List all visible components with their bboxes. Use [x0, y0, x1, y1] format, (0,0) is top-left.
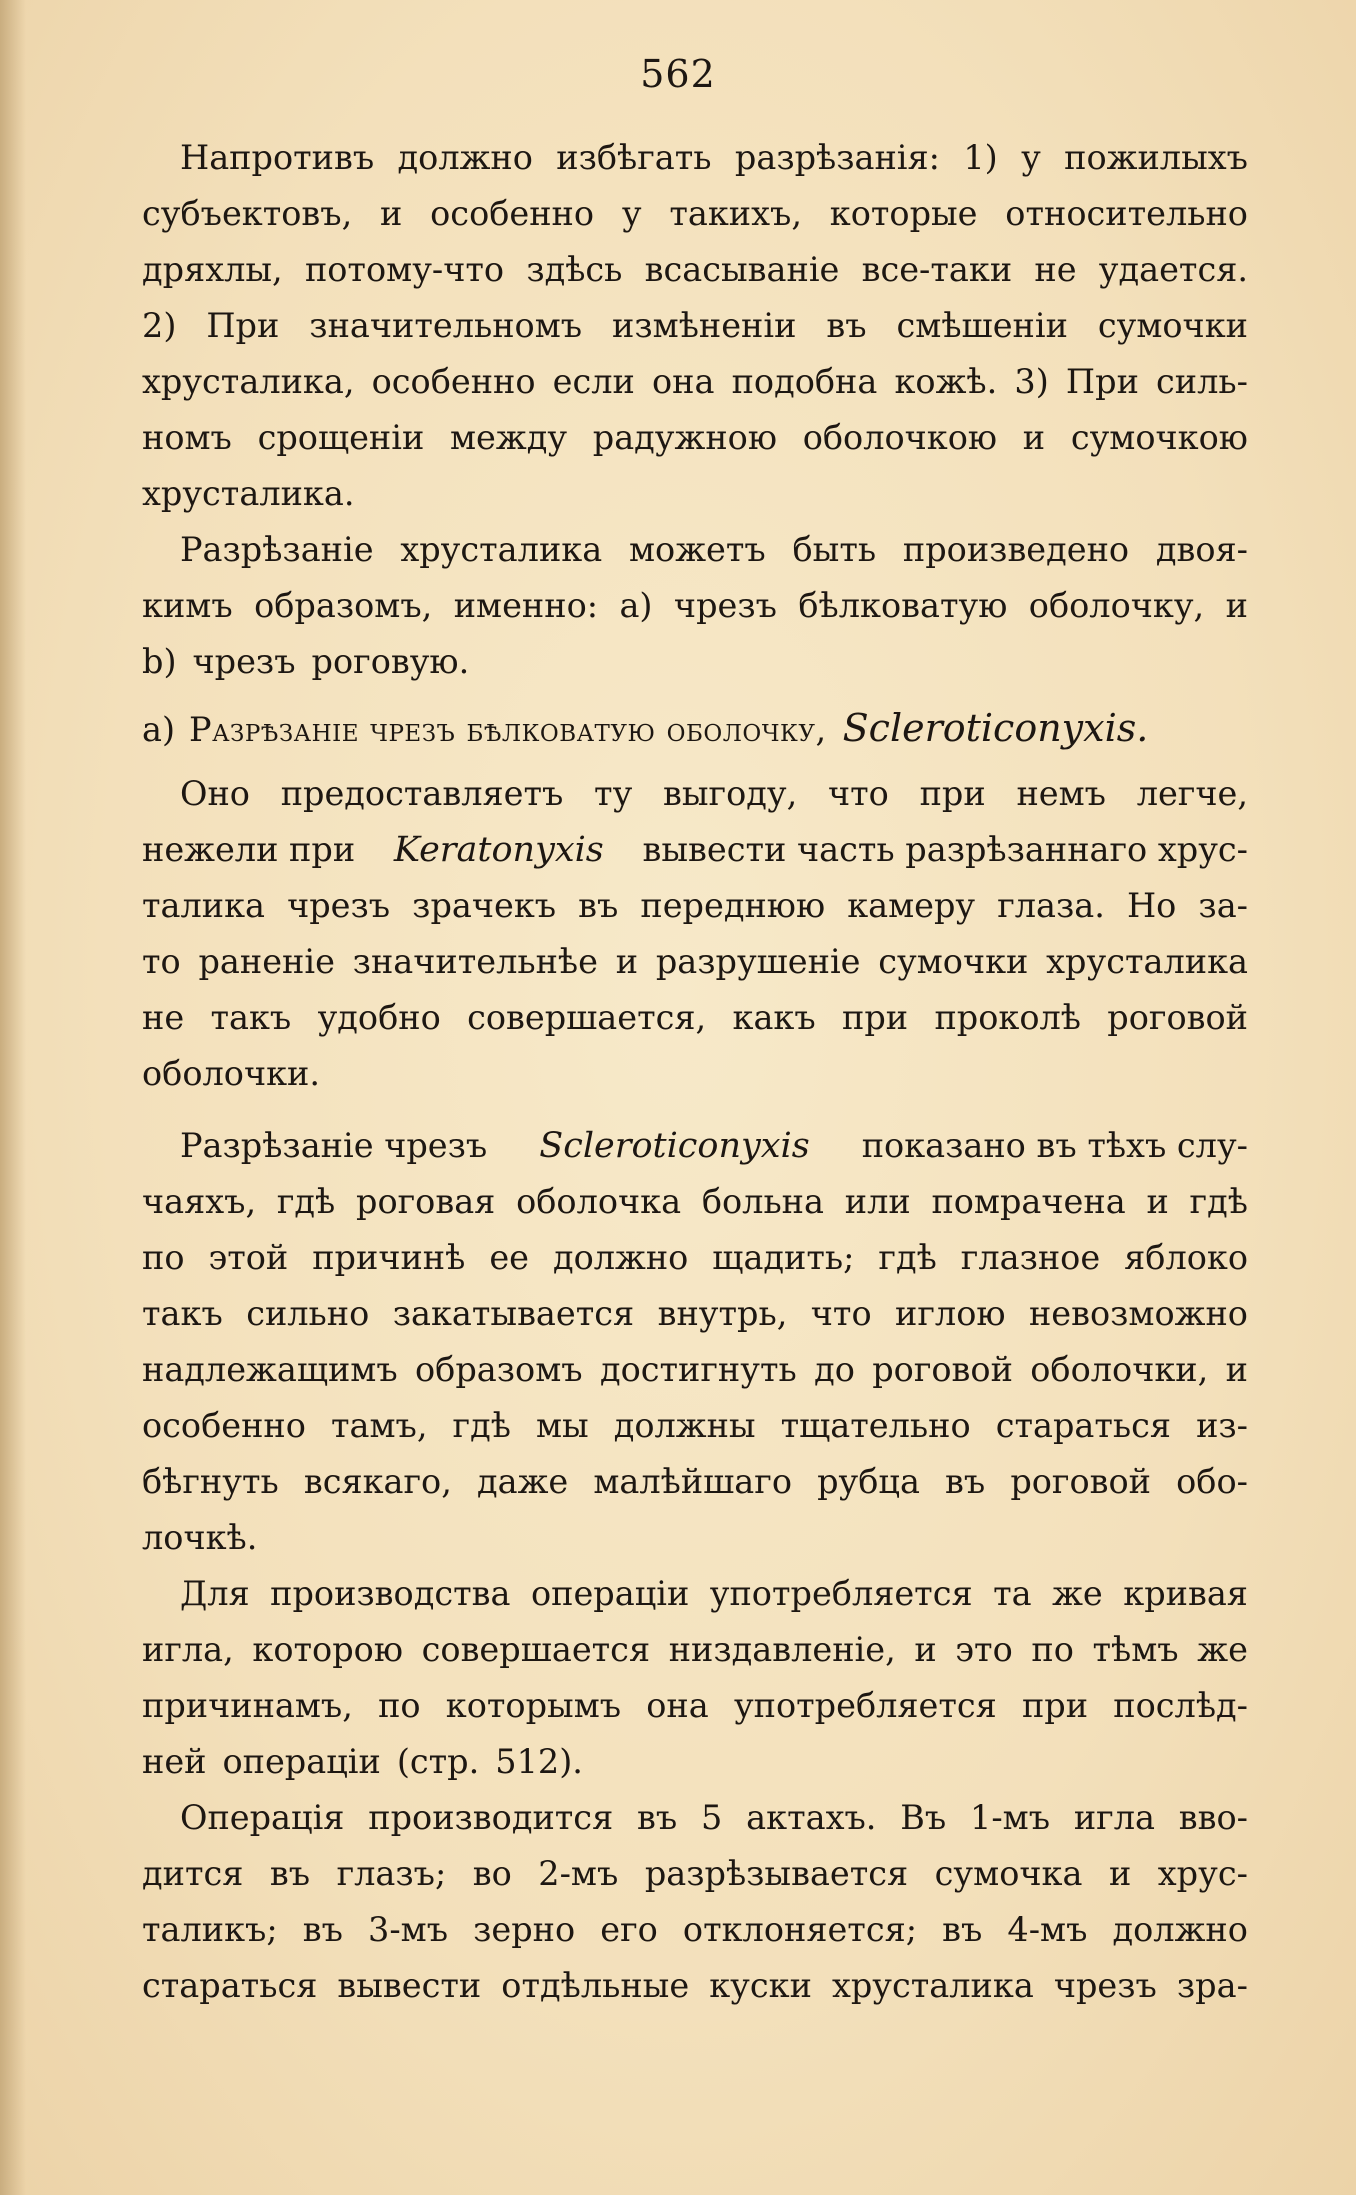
text-line	[142, 186, 1248, 242]
word: при	[1021, 1686, 1089, 1725]
text-line	[142, 242, 1248, 298]
word: отдѣльные	[501, 1966, 690, 2005]
heading-text: Разрѣзаніе чрезъ бѣлковатую оболочку,	[189, 710, 827, 749]
word: низдавленіе,	[668, 1630, 896, 1669]
word: чрезъ	[192, 642, 296, 681]
word: то	[142, 942, 181, 981]
word: что	[828, 774, 889, 813]
word: которымъ	[445, 1686, 622, 1725]
word: во	[472, 1854, 512, 1893]
word: до	[814, 1350, 855, 1389]
word: и	[1225, 1350, 1248, 1389]
word: глазное	[960, 1238, 1101, 1277]
paragraph-gap	[142, 1102, 1248, 1118]
word: это	[955, 1630, 1013, 1669]
word: вво-	[1178, 1798, 1248, 1837]
word: переднюю	[640, 886, 826, 925]
word: роговую.	[311, 642, 470, 681]
text-line	[142, 298, 1248, 354]
word: даже	[476, 1462, 569, 1501]
word: малѣйшаго	[593, 1462, 792, 1501]
word: из-	[1196, 1406, 1248, 1445]
word: та	[993, 1574, 1032, 1613]
text-line	[142, 1790, 1248, 1846]
word: при	[842, 998, 909, 1037]
word: произведено	[902, 530, 1130, 569]
text-line	[142, 1342, 1248, 1398]
word: такихъ,	[669, 194, 802, 233]
text-fragment: показано въ тѣхъ слу-	[861, 1126, 1248, 1165]
word: именно:	[453, 586, 599, 625]
text-line	[142, 1622, 1248, 1678]
text-line	[142, 1118, 1248, 1174]
word: талика	[142, 886, 266, 925]
word: употребляется	[733, 1686, 997, 1725]
word: 1-мъ	[970, 1798, 1051, 1837]
word: пожилыхъ	[1064, 138, 1248, 177]
word: Для	[180, 1574, 250, 1613]
word: бѣлковатую	[798, 586, 1008, 625]
word: раненіе	[198, 942, 335, 981]
word: разрѣзанія:	[734, 138, 940, 177]
word: хрусталика	[1046, 942, 1248, 981]
text-line	[142, 1174, 1248, 1230]
word: хрус-	[1157, 1854, 1248, 1893]
word: удается.	[1098, 250, 1248, 289]
word: чрезъ	[287, 886, 391, 925]
text-line	[142, 522, 1248, 578]
text-line	[142, 1454, 1248, 1510]
word: его	[600, 1910, 658, 1949]
latin-term: Keratonyxis	[393, 830, 604, 870]
word: чаяхъ,	[142, 1182, 257, 1221]
word: производится	[368, 1798, 614, 1837]
word: 3-мъ	[368, 1910, 449, 1949]
word: въ	[637, 1798, 678, 1837]
heading-marker: a)	[142, 710, 176, 749]
word: хрусталика,	[142, 362, 355, 401]
word: чрезъ	[673, 586, 777, 625]
word: должно	[1112, 1910, 1248, 1949]
word: яблоко	[1124, 1238, 1248, 1277]
text-line	[142, 354, 1248, 410]
word: зерно	[473, 1910, 576, 1949]
word: При	[206, 306, 280, 345]
word: производства	[270, 1574, 511, 1613]
word: по	[142, 1238, 185, 1277]
word: смѣшеніи	[896, 306, 1068, 345]
word: 1)	[963, 138, 998, 177]
word: номъ	[142, 418, 232, 457]
word: оболочки,	[1030, 1350, 1209, 1389]
word: сумочки	[878, 942, 1029, 981]
word: закатывается	[392, 1294, 635, 1333]
word: ту	[594, 774, 633, 813]
word: кимъ	[142, 586, 233, 625]
word: предоставляетъ	[280, 774, 564, 813]
paragraph-1	[142, 130, 1248, 522]
word: въ	[578, 886, 619, 925]
word: 512).	[495, 1742, 583, 1781]
word: хрусталика.	[142, 474, 355, 513]
word: послѣд-	[1113, 1686, 1248, 1725]
word: Операція	[180, 1798, 345, 1837]
word: оболочку,	[1028, 586, 1205, 625]
heading-latin-term: Scleroticonyxis.	[842, 706, 1149, 750]
word: роговой	[1010, 1462, 1152, 1501]
text-line	[142, 1734, 1248, 1790]
word: же	[1197, 1630, 1248, 1669]
word: такъ	[210, 998, 292, 1037]
word: дряхлы,	[142, 250, 283, 289]
word: невозможно	[1028, 1294, 1248, 1333]
word: 3)	[1014, 362, 1049, 401]
text-line	[142, 1398, 1248, 1454]
text-line	[142, 578, 1248, 634]
text-line	[142, 130, 1248, 186]
latin-term: Scleroticonyxis	[539, 1126, 810, 1166]
section-heading	[142, 698, 1248, 758]
word: совершается	[421, 1630, 651, 1669]
word: совершается,	[467, 998, 707, 1037]
text-line	[142, 1510, 1248, 1566]
text-line	[142, 1846, 1248, 1902]
word: При	[1065, 362, 1139, 401]
word: тамъ,	[330, 1406, 428, 1445]
paragraph-5	[142, 1566, 1248, 1790]
word: немъ	[1016, 774, 1106, 813]
word: актахъ.	[746, 1798, 877, 1837]
word: и	[615, 942, 639, 981]
word: образомъ	[415, 1350, 583, 1389]
word: образомъ,	[254, 586, 433, 625]
word: и	[1225, 586, 1248, 625]
word: оболочкою	[802, 418, 998, 457]
word: Разрѣзаніе	[180, 530, 374, 569]
word: 2-мъ	[538, 1854, 619, 1893]
word: оболочки.	[142, 1054, 321, 1093]
word: срощеніи	[257, 418, 425, 457]
word: за-	[1198, 886, 1248, 925]
word: употребляется	[709, 1574, 973, 1613]
text-line	[142, 466, 1248, 522]
word: быть	[792, 530, 877, 569]
word: операціи	[222, 1742, 381, 1781]
word: значительнѣе	[352, 942, 598, 981]
word: избѣгать	[556, 138, 712, 177]
word: которые	[829, 194, 978, 233]
word: и	[1108, 1854, 1132, 1893]
word: легче,	[1136, 774, 1248, 813]
word: кривая	[1123, 1574, 1248, 1613]
word: 2)	[142, 306, 177, 345]
word: не	[1034, 250, 1077, 289]
word: измѣненіи	[612, 306, 797, 345]
text-fragment: Разрѣзаніе чрезъ	[180, 1126, 488, 1165]
word: особенно	[371, 362, 536, 401]
word: этой	[208, 1238, 289, 1277]
word: надлежащимъ	[142, 1350, 398, 1389]
text-line	[142, 1286, 1248, 1342]
word: у	[1021, 138, 1041, 177]
word: выгоду,	[663, 774, 798, 813]
paragraph-3	[142, 766, 1248, 1102]
word: же	[1052, 1574, 1103, 1613]
word: подобна	[731, 362, 878, 401]
word: и	[1146, 1182, 1169, 1221]
word: (стр.	[396, 1742, 480, 1781]
word: всякаго,	[303, 1462, 452, 1501]
paragraph-4	[142, 1118, 1248, 1566]
word: ее	[489, 1238, 529, 1277]
word: бѣгнуть	[142, 1462, 279, 1501]
word: можетъ	[628, 530, 766, 569]
word: радужною	[592, 418, 777, 457]
word: въ	[826, 306, 867, 345]
word: стараться	[995, 1406, 1172, 1445]
word: хрусталика	[831, 1966, 1034, 2005]
word: помрачена	[931, 1182, 1126, 1221]
word: гдѣ	[878, 1238, 937, 1277]
text-line	[142, 1958, 1248, 2014]
word: операціи	[530, 1574, 690, 1613]
word: она	[651, 362, 715, 401]
word: здѣсь	[526, 250, 623, 289]
word: глаза.	[997, 886, 1105, 925]
word: щадить;	[712, 1238, 855, 1277]
text-fragment: нежели при	[142, 830, 356, 869]
word: сумочкою	[1070, 418, 1248, 457]
word: роговой	[872, 1350, 1013, 1389]
word: всасываніе	[644, 250, 840, 289]
word: гдѣ	[1189, 1182, 1248, 1221]
word: по	[378, 1686, 421, 1725]
text-fragment: вывести часть разрѣзаннаго хрус-	[642, 830, 1248, 869]
word: ней	[142, 1742, 207, 1781]
word: причинѣ	[312, 1238, 466, 1277]
text-line	[142, 1902, 1248, 1958]
body-text	[142, 130, 1248, 2014]
word: или	[844, 1182, 911, 1221]
page-number: 562	[640, 52, 716, 96]
word: лочкѣ.	[142, 1518, 258, 1557]
word: 4-мъ	[1007, 1910, 1088, 1949]
word: гдѣ	[276, 1182, 336, 1221]
text-line	[142, 1046, 1248, 1102]
text-line	[142, 634, 1248, 690]
word: при	[919, 774, 986, 813]
word: должно	[552, 1238, 689, 1277]
word: тѣмъ	[1092, 1630, 1179, 1669]
word: игла	[1073, 1798, 1155, 1837]
text-line	[142, 1566, 1248, 1622]
word: относительно	[1005, 194, 1248, 233]
word: обо-	[1176, 1462, 1248, 1501]
word: и	[914, 1630, 937, 1669]
word: мы	[535, 1406, 589, 1445]
word: игла,	[142, 1630, 234, 1669]
word: должно	[397, 138, 533, 177]
word: что	[810, 1294, 872, 1333]
word: внутрь,	[657, 1294, 788, 1333]
word: разрушеніе	[655, 942, 861, 981]
word: въ	[942, 1910, 983, 1949]
word: должны	[613, 1406, 756, 1445]
word: разрѣзывается	[644, 1854, 909, 1893]
word: потому-что	[304, 250, 505, 289]
word: дится	[142, 1854, 244, 1893]
word: не	[142, 998, 185, 1037]
text-line	[142, 878, 1248, 934]
word: субъектовъ,	[142, 194, 353, 233]
word: и	[1022, 418, 1046, 457]
text-line	[142, 934, 1248, 990]
word: Въ	[900, 1798, 947, 1837]
word: оболочка	[516, 1182, 682, 1221]
page-edge-shadow	[0, 0, 26, 2195]
word: въ	[269, 1854, 311, 1893]
word: достигнуть	[599, 1350, 797, 1389]
word: таликъ;	[142, 1910, 278, 1949]
word: особенно	[430, 194, 595, 233]
word: силь-	[1156, 362, 1248, 401]
text-line	[142, 1678, 1248, 1734]
word: такъ	[142, 1294, 223, 1333]
paragraph-6	[142, 1790, 1248, 2014]
word: и	[380, 194, 403, 233]
word: глазъ;	[336, 1854, 447, 1893]
word: зра-	[1176, 1966, 1248, 2005]
paragraph-2	[142, 522, 1248, 690]
word: все-таки	[861, 250, 1013, 289]
word: проколѣ	[934, 998, 1081, 1037]
word: какъ	[732, 998, 816, 1037]
word: если	[552, 362, 635, 401]
word: a)	[619, 586, 653, 625]
word: чрезъ	[1053, 1966, 1157, 2005]
word: b)	[142, 642, 177, 681]
word: удобно	[317, 998, 441, 1037]
word: сильно	[246, 1294, 370, 1333]
word: 5	[701, 1798, 723, 1837]
word: особенно	[142, 1406, 306, 1445]
word: значительномъ	[309, 306, 583, 345]
word: куски	[709, 1966, 812, 2005]
word: стараться	[142, 1966, 318, 2005]
word: роговой	[1107, 998, 1248, 1037]
word: въ	[302, 1910, 343, 1949]
word: Но	[1126, 886, 1177, 925]
word: Оно	[180, 774, 250, 813]
word: она	[646, 1686, 709, 1725]
text-line	[142, 410, 1248, 466]
word: кожѣ.	[894, 362, 998, 401]
text-line	[142, 990, 1248, 1046]
text-line	[142, 1230, 1248, 1286]
word: сумочка	[934, 1854, 1083, 1893]
word: тщательно	[780, 1406, 971, 1445]
word: по	[1031, 1630, 1074, 1669]
word: зрачекъ	[412, 886, 557, 925]
word: Напротивъ	[180, 138, 375, 177]
word: роговая	[356, 1182, 496, 1221]
word: иглою	[895, 1294, 1006, 1333]
word: сумочки	[1097, 306, 1248, 345]
word: рубца	[817, 1462, 920, 1501]
word: вывести	[337, 1966, 482, 2005]
word: двоя-	[1155, 530, 1248, 569]
word: гдѣ	[452, 1406, 511, 1445]
word: между	[450, 418, 568, 457]
word: у	[621, 194, 642, 233]
word: больна	[701, 1182, 824, 1221]
word: причинамъ,	[142, 1686, 353, 1725]
word: въ	[945, 1462, 986, 1501]
word: хрусталика	[400, 530, 603, 569]
word: отклоняется;	[682, 1910, 918, 1949]
text-line	[142, 822, 1248, 878]
text-line	[142, 766, 1248, 822]
word: камеру	[847, 886, 976, 925]
word: которою	[252, 1630, 404, 1669]
